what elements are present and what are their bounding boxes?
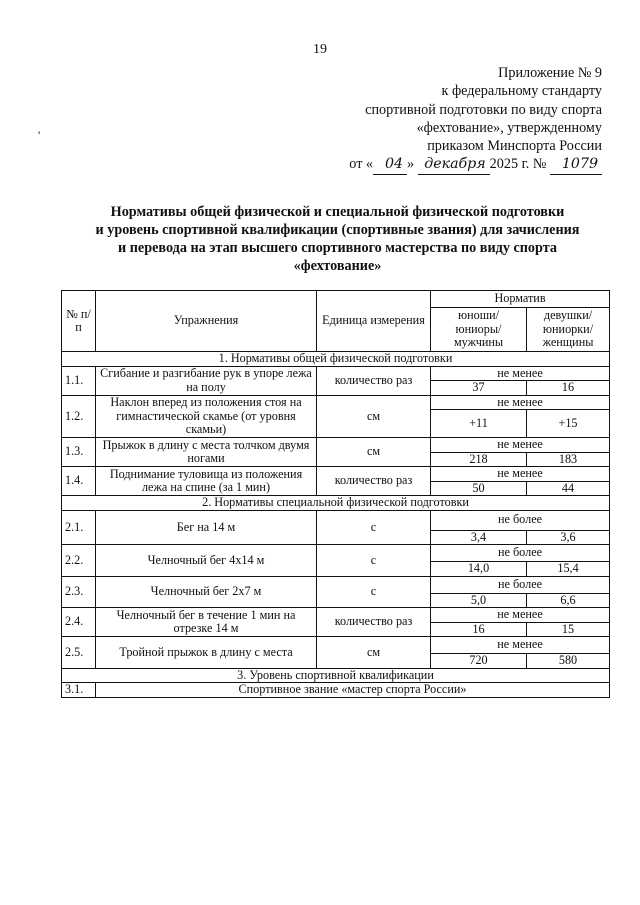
row-female-value: 44 (527, 481, 610, 496)
row-female-value: 16 (527, 381, 610, 396)
appendix-line: Приложение № 9 (498, 65, 602, 81)
section-row (62, 352, 610, 367)
document-title (60, 203, 615, 275)
appendix-line: спортивной подготовки по виду спорта (365, 101, 602, 118)
qualification-text: Спортивное звание «мастер спорта России» (96, 683, 610, 698)
table-row (62, 366, 610, 381)
header-unit: Единица измерения (317, 291, 431, 352)
row-unit: см (317, 637, 431, 669)
title-line: и перевода на этап высшего спортивного мастерства по виду спорта (118, 240, 557, 256)
row-exercise: Прыжок в длину с места толчком двумя ногами (96, 438, 317, 467)
row-exercise: Челночный бег в течение 1 мин на отрезке 14 м (96, 608, 317, 637)
table-row (62, 608, 610, 623)
row-exercise: Наклон вперед из положения стоя на гимнастической скамье (от уровня скамьи) (96, 395, 317, 438)
row-exercise: Поднимание туловища из положения лежа на спине (за 1 мин) (96, 467, 317, 496)
row-unit: количество раз (317, 366, 431, 395)
row-num: 1.1. (62, 366, 96, 395)
row-num: 1.3. (62, 438, 96, 467)
row-condition: не менее (431, 366, 610, 381)
row-exercise: Челночный бег 4х14 м (96, 545, 317, 577)
header-female: девушки/ юниорки/ женщины (527, 308, 610, 352)
title-line: Нормативы общей физической и специальной физической подготовки (110, 204, 565, 220)
appendix-line: приказом Минспорта России (427, 138, 602, 155)
row-exercise: Сгибание и разгибание рук в упоре лежа на полу (96, 366, 317, 395)
row-unit: с (317, 576, 431, 608)
row-female-value: 6,6 (527, 593, 610, 608)
row-male-value: +11 (431, 410, 527, 438)
table-row (62, 545, 610, 562)
row-female-value: 15,4 (527, 562, 610, 577)
row-male-value: 5,0 (431, 593, 527, 608)
table-row (62, 510, 610, 530)
order-month-handwritten: декабря (418, 155, 490, 174)
row-male-value: 50 (431, 481, 527, 496)
row-male-value: 218 (431, 452, 527, 467)
row-condition: не более (431, 576, 610, 593)
row-exercise: Тройной прыжок в длину с места (96, 637, 317, 669)
header-num: № п/п (62, 291, 96, 352)
order-number-handwritten: 1079 (550, 155, 602, 174)
header-exercise: Упражнения (96, 291, 317, 352)
row-female-value: +15 (527, 410, 610, 438)
row-male-value: 14,0 (431, 562, 527, 577)
appendix-line: «фехтование», утвержденному (416, 119, 602, 136)
row-unit: с (317, 510, 431, 545)
row-condition: не менее (431, 438, 610, 453)
order-date-line (10, 155, 602, 174)
norms-table (61, 290, 610, 698)
title-line: и уровень спортивной квалификации (спортивные звания) для зачисления (95, 222, 580, 238)
row-num: 2.1. (62, 510, 96, 545)
order-year: 2025 г. № (489, 156, 547, 173)
section-row (62, 668, 610, 683)
row-male-value: 3,4 (431, 530, 527, 545)
order-prefix: от « (349, 156, 374, 173)
row-female-value: 15 (527, 622, 610, 637)
row-num: 3.1. (62, 683, 96, 698)
table-row (62, 576, 610, 593)
row-male-value: 16 (431, 622, 527, 637)
row-exercise: Челночный бег 2х7 м (96, 576, 317, 608)
row-unit: количество раз (317, 467, 431, 496)
row-num: 1.4. (62, 467, 96, 496)
row-condition: не менее (431, 467, 610, 482)
header-male: юноши/ юниоры/ мужчины (431, 308, 527, 352)
row-male-value: 720 (431, 654, 527, 669)
scan-speck: ' (38, 128, 41, 142)
row-condition: не менее (431, 608, 610, 623)
row-num: 2.4. (62, 608, 96, 637)
title-line: «фехтование» (293, 258, 382, 274)
table-row (62, 683, 610, 698)
row-condition: не более (431, 545, 610, 562)
row-unit: количество раз (317, 608, 431, 637)
row-num: 2.5. (62, 637, 96, 669)
section-title: 1. Нормативы общей физической подготовки (62, 352, 610, 367)
appendix-header (10, 64, 640, 175)
section-title: 3. Уровень спортивной квалификации (62, 668, 610, 683)
table-row (62, 467, 610, 482)
section-row (62, 496, 610, 511)
row-male-value: 37 (431, 381, 527, 396)
order-sep: » (407, 156, 415, 173)
row-condition: не менее (431, 637, 610, 654)
order-day-handwritten: 04 (373, 155, 407, 174)
row-unit: см (317, 395, 431, 438)
row-exercise: Бег на 14 м (96, 510, 317, 545)
row-unit: с (317, 545, 431, 577)
row-num: 2.3. (62, 576, 96, 608)
row-unit: см (317, 438, 431, 467)
header-norm: Норматив (431, 291, 610, 308)
section-title: 2. Нормативы специальной физической подготовки (62, 496, 610, 511)
table-row (62, 637, 610, 654)
table-row (62, 438, 610, 453)
row-female-value: 580 (527, 654, 610, 669)
row-female-value: 183 (527, 452, 610, 467)
row-female-value: 3,6 (527, 530, 610, 545)
row-num: 2.2. (62, 545, 96, 577)
page-number: 19 (313, 42, 327, 57)
table-row (62, 395, 610, 410)
row-condition: не менее (431, 395, 610, 410)
row-num: 1.2. (62, 395, 96, 438)
row-condition: не более (431, 510, 610, 530)
appendix-line: к федеральному стандарту (441, 83, 602, 100)
